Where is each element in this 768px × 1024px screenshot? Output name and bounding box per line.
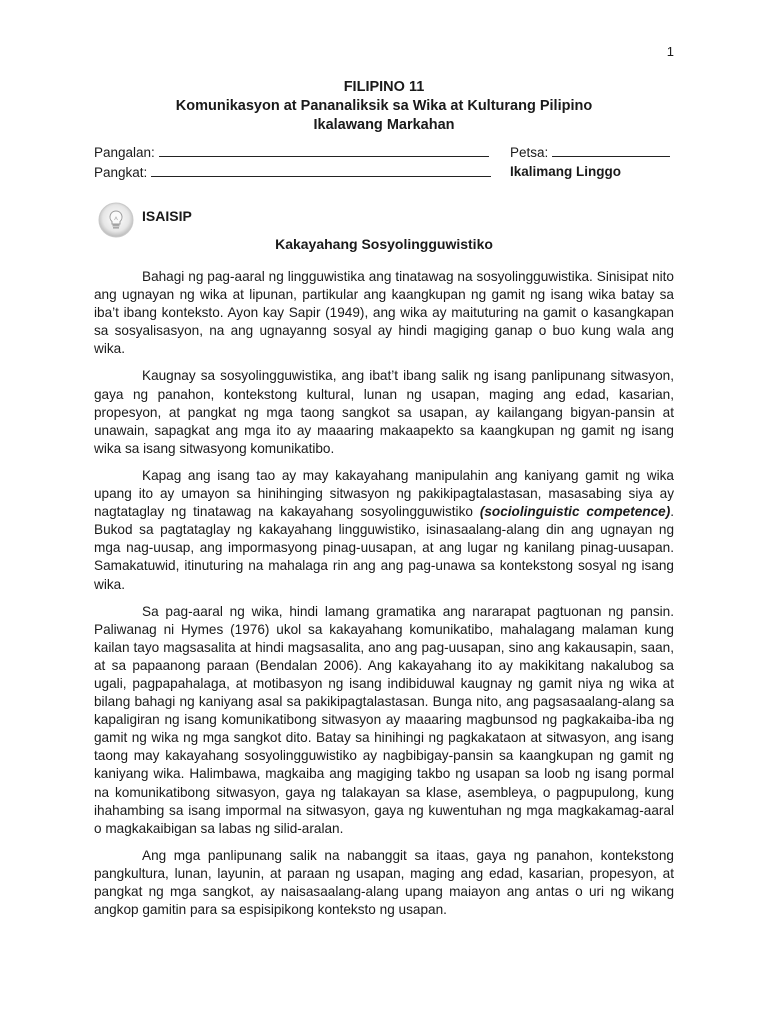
- subject-title: FILIPINO 11: [343, 79, 425, 95]
- name-label: Pangalan:: [94, 145, 155, 160]
- paragraph-5: Ang mga panlipunang salik na nabanggit sa itaas, gaya ng panahon, kontekstong pangkultura, lunan, layunin, at paraan ng usapan, maging ang edad, kasarian, propesyon, at pangkat ng mga sangkot, ay naisasaalang-alang upang maiayon ang antas o uri ng wikang angkop gamitin para sa espisipikong konteksto ng usapan.: [94, 847, 674, 918]
- paragraph-3: [94, 467, 674, 594]
- week-label: Ikalimang Linggo: [510, 164, 622, 179]
- course-title: Komunikasyon at Pananaliksik sa Wika at Kulturang Pilipino: [175, 98, 593, 114]
- paragraph-4: Sa pag-aaral ng wika, hindi lamang gramatika ang nararapat pagtuonan ng pansin. Paliwanag ni Hymes (1976) ukol sa kakayahang komunikatibo, mahalagang malaman kung kailan tayo magsasalita at hindi magsasalita, ano ang pag-uusapan, sino ang kakausapin, saan, at sa papaanong paraan (Bendalan 2006). Ang kakayahang ito ay makikitang nakalubog sa ugali, pagpapahalaga, at motibasyon ng isang indibiduwal kaugnay ng gamit niya ng wika at bilang bahagi ng kaniyang asal sa pakikipagtalastasan. Bunga nito, ang pagsasaalang-alang sa kapaligiran ng isang komunikatibong sitwasyon ay maaaring magbunsod ng pagkakaiba-iba ng gamit ng wika ng mga sangkot dito. Batay sa hinihingi ng pagkakataon at sitwasyon, ang isang taong may kakayahang sosyolingguwistiko ay nagbibigay-pansin sa kaangkupan ng gamit ng kaniyang wika. Halimbawa, magkaiba ang magiging takbo ng usapan sa loob ng isang pormal na komunikatibong sitwasyon, gaya ng talakayan sa klase, asembleya, o pagpupulong, kung ihahambing sa isang impormal na sitwasyon, gaya ng kuwentuhan ng mga magkakamag-aaral o magkakaibigan sa labas ng silid-aralan.: [94, 603, 674, 836]
- student-info-fields: [94, 144, 674, 184]
- document-header: [0, 78, 768, 135]
- section-week-row: [94, 164, 674, 184]
- date-field[interactable]: [552, 144, 670, 157]
- paragraph-2: Kaugnay sa sosyolingguwistika, ang ibat’t ibang salik ng isang panlipunang sitwasyon, gaya ng panahon, kontekstong kultural, lunan ng usapan, maging ang edad, kasarian, propesyon, at pangkat ng mga taong sangkot sa usapan, ay kailangang bigyan-pansin at unawain, sapagkat ang mga ito ay maaaring makaapekto sa kaangkupan ng gamit ng isang wika sa isang sitwasyong komunikatibo.: [94, 368, 674, 456]
- section-label: ISAISIP: [142, 208, 192, 224]
- page-number: 1: [666, 44, 674, 59]
- name-date-row: [94, 144, 674, 164]
- lesson-body: [94, 268, 674, 928]
- name-field[interactable]: [159, 144, 489, 157]
- paragraph-3-text-before: Kapag ang isang tao ay may kakayahang manipulahin ang kaniyang gamit ng wika upang ito ay umayon sa hinihinging sitwasyon ng pakikipagtalastasan, masasabing siya ay nagtataglay ng tinatawag na kakayahang sosyolingguwistiko: [94, 467, 674, 520]
- lightbulb-icon: [96, 200, 136, 240]
- lesson-title: Kakayahang Sosyolingguwistiko: [275, 236, 493, 252]
- section-field[interactable]: [151, 164, 491, 177]
- date-label: Petsa:: [510, 145, 549, 160]
- quarter-title: Ikalawang Markahan: [313, 117, 455, 133]
- paragraph-1: Bahagi ng pag-aaral ng lingguwistika ang tinatawag na sosyolingguwistika. Sinisipat nito ang ugnayan ng wika at lipunan, partikular ang kaangkupan ng gamit ng isang wika batay sa iba’t ibang konteksto. Ayon kay Sapir (1949), ang wika ay maituturing na gamit o kasangkapan sa sosyalisasyon, na ang ugnayanng sosyal ay hindi magiging ganap o buo kung wala ang wika.: [94, 269, 674, 357]
- paragraph-3-text-after: . Bukod sa pagtataglay ng kakayahang lingguwistiko, isinasaalang-alang din ang ugnayan ng mga nag-uusap, ang impormasyong pinag-uusapan, at ang lugar ng kanilang pinag-uusapan. Samakatuwid, itinuturing na mahalaga rin ang ang pag-unawa sa kontekstong sosyal ng isang wika.: [94, 504, 675, 592]
- english-term: (sociolinguistic competence): [479, 504, 671, 520]
- section-label: Pangkat:: [94, 165, 148, 180]
